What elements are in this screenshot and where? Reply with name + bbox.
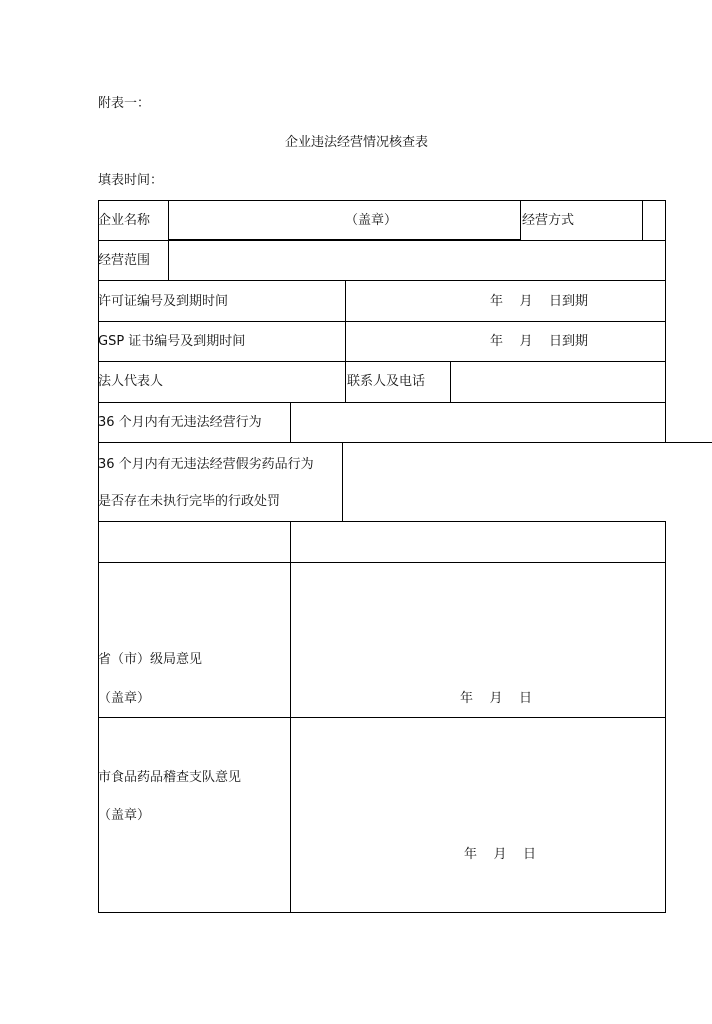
city-date: 年 月 日 [464, 847, 537, 862]
gsp-expiry: 年 月 日到期 [490, 334, 589, 349]
business-mode-label: 经营方式 [522, 213, 575, 228]
legal-rep-label: 法人代表人 [98, 374, 164, 389]
license-expiry: 年 月 日到期 [490, 294, 589, 309]
attachment-label: 附表一： [98, 96, 151, 111]
business-scope-label: 经营范围 [98, 253, 151, 268]
form-title: 企业违法经营情况核查表 [285, 135, 429, 150]
provincial-date: 年 月 日 [460, 691, 533, 706]
fill-date-label: 填表时间： [98, 173, 164, 188]
company-name-label: 企业名称 [98, 213, 151, 228]
provincial-seal: （盖章） [98, 691, 151, 706]
city-seal: （盖章） [98, 808, 151, 823]
license-label: 许可证编号及到期时间 [98, 294, 229, 309]
gsp-label: GSP 证书编号及到期时间 [98, 334, 246, 349]
company-name-seal: （盖章） [345, 213, 398, 228]
penalty-label: 是否存在未执行完毕的行政处罚 [98, 494, 281, 509]
illegal-36-label: 36 个月内有无违法经营行为 [98, 415, 262, 430]
fake-drug-36-label: 36 个月内有无违法经营假劣药品行为 [98, 457, 314, 472]
contact-label: 联系人及电话 [347, 374, 426, 389]
provincial-opinion-label: 省（市）级局意见 [98, 652, 203, 667]
city-opinion-label: 市食品药品稽查支队意见 [98, 770, 242, 785]
